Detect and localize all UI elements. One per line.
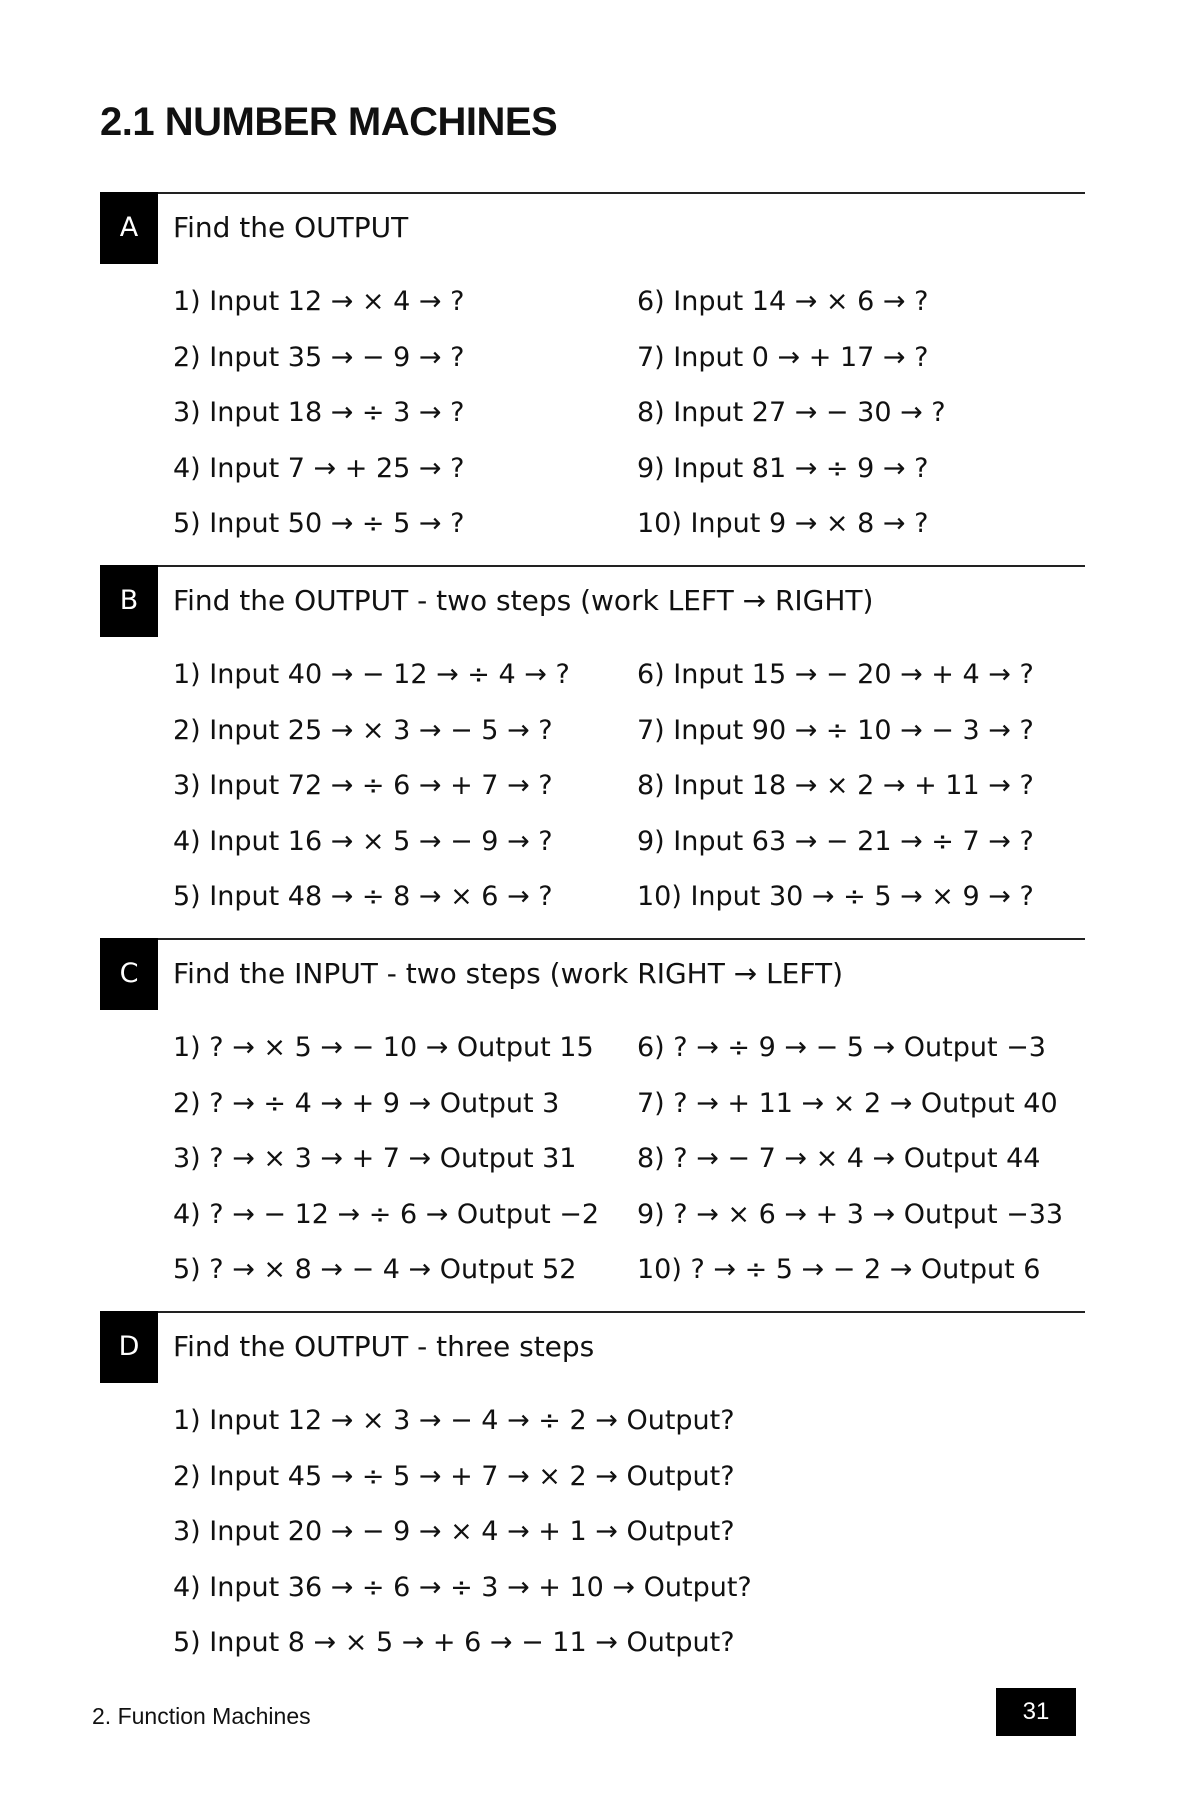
section-divider [100, 565, 1085, 567]
question-item: 3) Input 72 → ÷ 6 → + 7 → ? [173, 770, 553, 801]
question-item: 4) Input 16 → × 5 → − 9 → ? [173, 825, 553, 857]
question-item: 6) Input 14 → × 6 → ? [637, 286, 929, 317]
question-column-left [173, 1020, 599, 1298]
question-item: 3) Input 20 → − 9 → × 4 → + 1 → Output? [173, 1516, 735, 1547]
section-a [100, 192, 1085, 537]
question-item: 1) Input 12 → × 4 → ? [173, 286, 465, 317]
question-item: 1) Input 40 → − 12 → ÷ 4 → ? [173, 659, 570, 690]
question-item: 7) Input 90 → ÷ 10 → − 3 → ? [637, 714, 1034, 746]
section-divider [100, 938, 1085, 940]
question-item: 10) Input 9 → × 8 → ? [637, 508, 929, 539]
question-item: 6) Input 15 → − 20 → + 4 → ? [637, 659, 1034, 690]
section-letter-badge: A [100, 192, 158, 264]
question-item: 4) Input 36 → ÷ 6 → ÷ 3 → + 10 → Output? [173, 1571, 752, 1603]
question-column-left [173, 647, 570, 925]
footer-chapter-label: 2. Function Machines [92, 1703, 311, 1729]
question-item: 9) ? → × 6 → + 3 → Output −33 [637, 1198, 1064, 1230]
question-item: 8) Input 18 → × 2 → + 11 → ? [637, 770, 1034, 801]
question-item: 4) ? → − 12 → ÷ 6 → Output −2 [173, 1198, 600, 1230]
question-item: 10) Input 30 → ÷ 5 → × 9 → ? [637, 881, 1034, 912]
question-item: 6) ? → ÷ 9 → − 5 → Output −3 [637, 1032, 1046, 1063]
question-item: 8) Input 27 → − 30 → ? [637, 397, 946, 428]
section-letter-badge: C [100, 938, 158, 1010]
question-item: 9) Input 63 → − 21 → ÷ 7 → ? [637, 825, 1034, 857]
section-divider [100, 1311, 1085, 1313]
section-b [100, 565, 1085, 910]
page-title: 2.1 NUMBER MACHINES [100, 100, 558, 144]
question-item: 1) Input 12 → × 3 → − 4 → ÷ 2 → Output? [173, 1405, 735, 1436]
page-number-badge: 31 [996, 1688, 1076, 1736]
question-item: 7) Input 0 → + 17 → ? [637, 341, 929, 373]
section-heading: Find the OUTPUT - two steps (work LEFT → RIGHT) [173, 584, 874, 617]
question-item: 2) Input 25 → × 3 → − 5 → ? [173, 714, 553, 746]
question-item: 9) Input 81 → ÷ 9 → ? [637, 452, 929, 484]
question-item: 2) ? → ÷ 4 → + 9 → Output 3 [173, 1087, 560, 1119]
question-item: 3) Input 18 → ÷ 3 → ? [173, 397, 465, 428]
section-divider [100, 192, 1085, 194]
question-item: 8) ? → − 7 → × 4 → Output 44 [637, 1143, 1041, 1174]
section-heading: Find the OUTPUT - three steps [173, 1330, 595, 1363]
question-item: 5) Input 50 → ÷ 5 → ? [173, 508, 465, 539]
question-column-left [173, 274, 464, 552]
section-d [100, 1311, 1085, 1656]
section-letter-badge: B [100, 565, 158, 637]
question-column-right [637, 274, 946, 552]
question-column-right [637, 1020, 1063, 1298]
question-item: 5) Input 48 → ÷ 8 → × 6 → ? [173, 881, 553, 912]
question-item: 5) Input 8 → × 5 → + 6 → − 11 → Output? [173, 1627, 735, 1658]
question-item: 2) Input 35 → − 9 → ? [173, 341, 465, 373]
question-item: 5) ? → × 8 → − 4 → Output 52 [173, 1254, 577, 1285]
question-item: 4) Input 7 → + 25 → ? [173, 452, 465, 484]
question-item: 3) ? → × 3 → + 7 → Output 31 [173, 1143, 577, 1174]
question-item: 7) ? → + 11 → × 2 → Output 40 [637, 1087, 1058, 1119]
section-heading: Find the INPUT - two steps (work RIGHT → LEFT) [173, 957, 844, 990]
question-item: 1) ? → × 5 → − 10 → Output 15 [173, 1032, 594, 1063]
section-heading: Find the OUTPUT [173, 211, 409, 244]
question-item: 10) ? → ÷ 5 → − 2 → Output 6 [637, 1254, 1041, 1285]
question-column-right [637, 647, 1034, 925]
section-letter-badge: D [100, 1311, 158, 1383]
question-column-left [173, 1393, 752, 1671]
section-c [100, 938, 1085, 1283]
question-item: 2) Input 45 → ÷ 5 → + 7 → × 2 → Output? [173, 1460, 735, 1492]
